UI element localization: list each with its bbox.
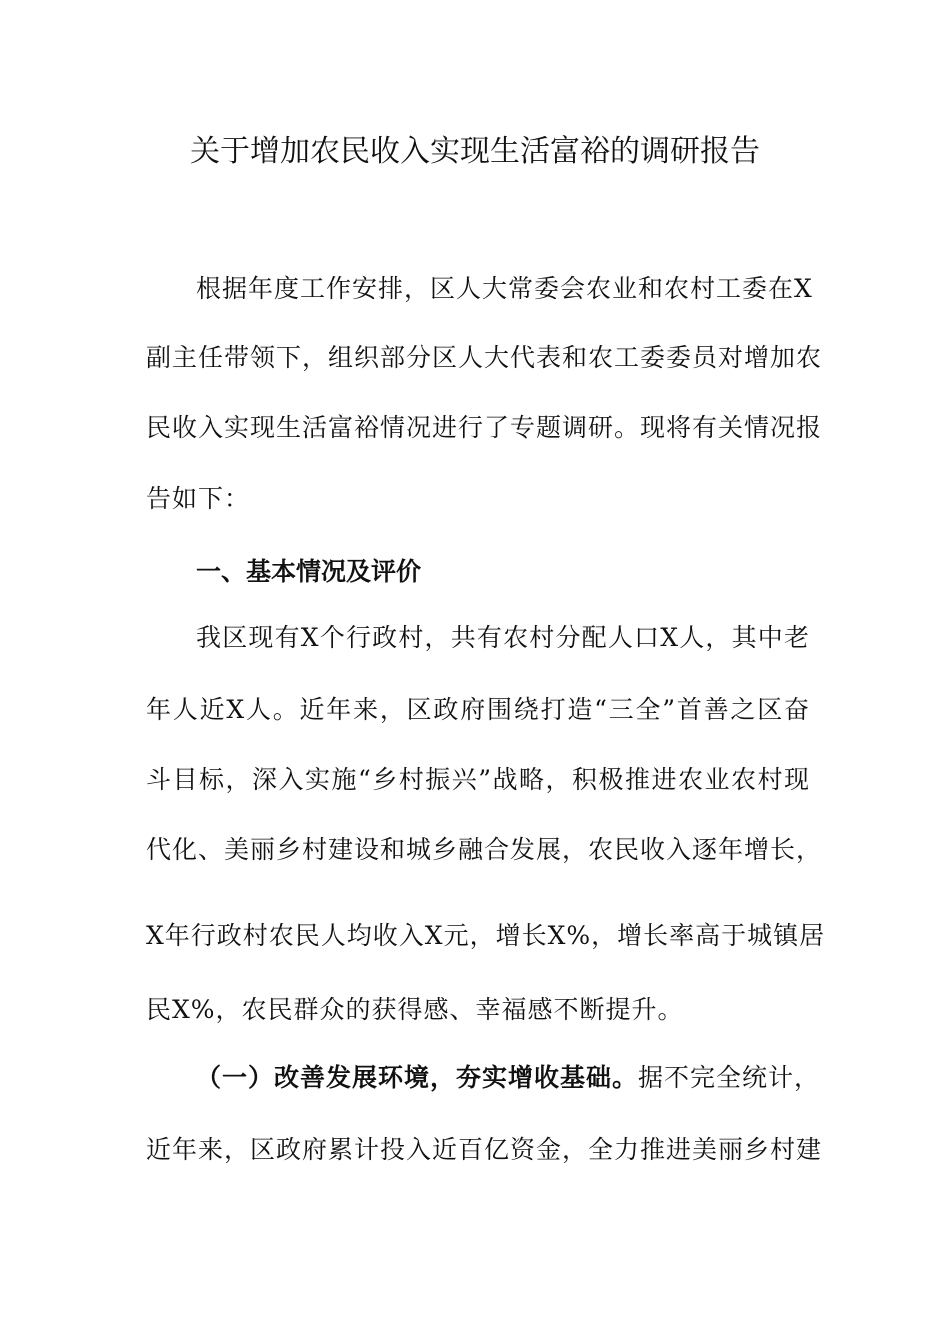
subsection-line-1 [196,1058,821,1098]
intro-line-2: 副主任带领下，组织部分区人大代表和农工委委员对增加农 [146,343,823,372]
intro-line-4: 告如下： [146,484,251,513]
body-line-1: 我区现有X个行政村，共有农村分配人口X人，其中老 [196,623,810,652]
subsection-heading: （一）改善发展环境，夯实增收基础。 [196,1063,639,1092]
document-title: 关于增加农民收入实现生活富裕的调研报告 [190,134,760,169]
intro-line-3: 民收入实现生活富裕情况进行了专题调研。现将有关情况报 [146,413,823,442]
subsection-line-1-rest: 据不完全统计， [638,1063,821,1092]
body-line-4: 代化、美丽乡村建设和城乡融合发展，农民收入逐年增长， [146,835,823,864]
body-line-6: 民X%，农民群众的获得感、幸福感不断提升。 [146,995,684,1024]
body-line-2: 年人近X人。近年来，区政府围绕打造“三全”首善之区奋 [146,695,810,724]
intro-line-1: 根据年度工作安排，区人大常委会农业和农村工委在X [196,274,813,303]
body-line-3: 斗目标，深入实施“乡村振兴”战略，积极推进农业农村现 [146,765,810,794]
subsection-line-2: 近年来，区政府累计投入近百亿资金，全力推进美丽乡村建 [146,1135,823,1164]
section-heading: 一、基本情况及评价 [196,557,422,586]
body-line-5: X年行政村农民人均收入X元，增长X%，增长率高于城镇居 [146,921,826,950]
